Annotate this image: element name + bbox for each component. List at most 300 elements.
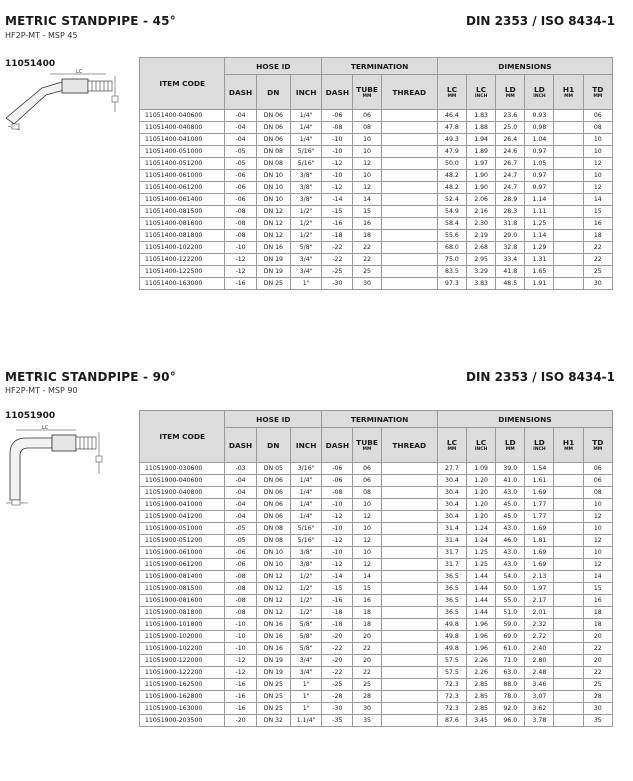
table-cell: DN 10 bbox=[256, 182, 290, 194]
table-cell: -06 bbox=[225, 194, 256, 206]
table-cell: 15 bbox=[583, 206, 612, 218]
table-cell: -08 bbox=[225, 230, 256, 242]
table-cell: DN 25 bbox=[256, 278, 290, 290]
table-cell: 92.0 bbox=[496, 703, 525, 715]
item-code-cell: 11051900-040800 bbox=[140, 487, 225, 499]
table-cell: 41.8 bbox=[496, 266, 525, 278]
item-code-cell: 11051400-122200 bbox=[140, 254, 225, 266]
col-ld-mm: LD MM bbox=[496, 428, 525, 463]
table-cell: DN 06 bbox=[256, 134, 290, 146]
table-cell: -30 bbox=[322, 703, 353, 715]
table-cell: 3/4" bbox=[291, 655, 322, 667]
table-cell: -10 bbox=[322, 170, 353, 182]
item-code-cell: 11051400-102200 bbox=[140, 242, 225, 254]
item-code-cell: 11051900-041200 bbox=[140, 511, 225, 523]
table-cell: 16 bbox=[583, 218, 612, 230]
table-cell: 5/16" bbox=[291, 158, 322, 170]
table-cell: 18 bbox=[353, 230, 381, 242]
table-row bbox=[140, 487, 613, 499]
table-cell: -08 bbox=[225, 571, 256, 583]
table-cell: 1.96 bbox=[467, 619, 496, 631]
table-cell: 1.44 bbox=[467, 583, 496, 595]
table-cell: 2.48 bbox=[525, 667, 554, 679]
table-cell: 30.4 bbox=[437, 475, 466, 487]
table-cell: 54.9 bbox=[437, 206, 466, 218]
table-cell: 08 bbox=[583, 487, 612, 499]
col-inch: INCH bbox=[291, 428, 322, 463]
table-cell: 49.8 bbox=[437, 631, 466, 643]
table-cell: -12 bbox=[225, 655, 256, 667]
table-row bbox=[140, 266, 613, 278]
table-cell bbox=[554, 523, 583, 535]
table-cell: 1.88 bbox=[467, 122, 496, 134]
table-cell: 3.29 bbox=[467, 266, 496, 278]
col-td: TD MM bbox=[583, 428, 612, 463]
table-cell bbox=[554, 122, 583, 134]
table-cell: 10 bbox=[353, 547, 381, 559]
table-cell: 1.65 bbox=[525, 266, 554, 278]
table-cell: 36.5 bbox=[437, 595, 466, 607]
table-cell: -18 bbox=[322, 230, 353, 242]
table-cell: 27.7 bbox=[437, 463, 466, 475]
table-cell: 25 bbox=[583, 266, 612, 278]
table-cell: 1/4" bbox=[291, 134, 322, 146]
table-cell bbox=[554, 146, 583, 158]
part-number: 11051900 bbox=[5, 411, 56, 421]
table-cell: 1/2" bbox=[291, 230, 322, 242]
table-cell: 1.77 bbox=[525, 511, 554, 523]
table-cell: 59.0 bbox=[496, 619, 525, 631]
table-cell: 20 bbox=[583, 631, 612, 643]
table-cell: 2.85 bbox=[467, 703, 496, 715]
item-code-cell: 11051900-102200 bbox=[140, 643, 225, 655]
table-cell: 15 bbox=[583, 583, 612, 595]
table-cell: DN 12 bbox=[256, 571, 290, 583]
table-cell: 50.0 bbox=[496, 583, 525, 595]
table-cell: DN 06 bbox=[256, 475, 290, 487]
col-dash: DASH bbox=[225, 75, 256, 110]
table-cell: 51.0 bbox=[496, 607, 525, 619]
table-row bbox=[140, 547, 613, 559]
table-cell: 1.04 bbox=[525, 134, 554, 146]
table-cell: -10 bbox=[322, 523, 353, 535]
table-cell: 22 bbox=[353, 254, 381, 266]
col-hose-id: HOSE ID bbox=[225, 411, 322, 428]
table-cell bbox=[381, 583, 437, 595]
table-cell: 31.7 bbox=[437, 547, 466, 559]
table-cell: -18 bbox=[322, 607, 353, 619]
table-cell bbox=[381, 475, 437, 487]
table-cell: 3.07 bbox=[525, 691, 554, 703]
table-cell bbox=[554, 475, 583, 487]
table-cell: 3/8" bbox=[291, 182, 322, 194]
col-tube: TUBE MM bbox=[353, 75, 381, 110]
table-cell bbox=[554, 703, 583, 715]
table-cell bbox=[554, 511, 583, 523]
table-cell: DN 12 bbox=[256, 607, 290, 619]
table-cell: 28 bbox=[583, 691, 612, 703]
item-code-cell: 11051900-081500 bbox=[140, 583, 225, 595]
table-cell: 1.69 bbox=[525, 559, 554, 571]
table-cell: -16 bbox=[322, 595, 353, 607]
table-cell: 49.8 bbox=[437, 619, 466, 631]
table-cell: DN 16 bbox=[256, 619, 290, 631]
table-cell: 87.6 bbox=[437, 715, 466, 727]
table-cell bbox=[381, 463, 437, 475]
table-cell: 2.26 bbox=[467, 667, 496, 679]
table-cell: 1.44 bbox=[467, 595, 496, 607]
table-cell: 22 bbox=[583, 254, 612, 266]
table-cell: 26.7 bbox=[496, 158, 525, 170]
table-cell: 12 bbox=[583, 559, 612, 571]
table-cell: 1.24 bbox=[467, 535, 496, 547]
table-cell: 43.0 bbox=[496, 547, 525, 559]
table-row bbox=[140, 715, 613, 727]
table-row bbox=[140, 631, 613, 643]
table-cell: -12 bbox=[225, 266, 256, 278]
table-cell bbox=[381, 643, 437, 655]
table-cell: 2.32 bbox=[525, 619, 554, 631]
table-cell: 69.0 bbox=[496, 631, 525, 643]
table-cell: 1/4" bbox=[291, 487, 322, 499]
col-lc-inch: LC INCH bbox=[467, 75, 496, 110]
table-cell: 71.0 bbox=[496, 655, 525, 667]
table-cell: 1" bbox=[291, 703, 322, 715]
table-row bbox=[140, 571, 613, 583]
table-cell: 30 bbox=[583, 278, 612, 290]
table-cell: -10 bbox=[322, 134, 353, 146]
table-cell: 06 bbox=[353, 475, 381, 487]
table-cell: 1.69 bbox=[525, 523, 554, 535]
part-number: 11051400 bbox=[5, 59, 56, 69]
table-cell: 5/16" bbox=[291, 523, 322, 535]
table-row bbox=[140, 703, 613, 715]
table-row bbox=[140, 110, 613, 122]
table-cell: 1.90 bbox=[467, 170, 496, 182]
table-cell: 45.0 bbox=[496, 499, 525, 511]
table-cell: 1.11 bbox=[525, 206, 554, 218]
table-cell: 12 bbox=[353, 158, 381, 170]
table-cell: 72.3 bbox=[437, 703, 466, 715]
table-cell: 1.69 bbox=[525, 547, 554, 559]
table-cell: 08 bbox=[353, 487, 381, 499]
table-cell: 22 bbox=[353, 643, 381, 655]
table-row bbox=[140, 218, 613, 230]
table-cell: -04 bbox=[225, 475, 256, 487]
table-cell: 1.54 bbox=[525, 463, 554, 475]
standard-label: DIN 2353 / ISO 8434-1 bbox=[466, 370, 615, 384]
table-cell: -30 bbox=[322, 278, 353, 290]
table-row bbox=[140, 122, 613, 134]
table-cell: -12 bbox=[322, 535, 353, 547]
table-cell: DN 25 bbox=[256, 691, 290, 703]
table-cell: 06 bbox=[353, 110, 381, 122]
table-cell: 1.96 bbox=[467, 643, 496, 655]
table-cell bbox=[554, 715, 583, 727]
table-cell: DN 25 bbox=[256, 679, 290, 691]
table-cell: -04 bbox=[225, 487, 256, 499]
spec-table-90 bbox=[139, 410, 613, 727]
item-code-cell: 11051900-040600 bbox=[140, 475, 225, 487]
table-cell: 32.8 bbox=[496, 242, 525, 254]
section-subtitle: HF2P-MT - MSP 90 bbox=[5, 386, 78, 395]
table-cell bbox=[381, 230, 437, 242]
table-cell bbox=[381, 667, 437, 679]
table-cell: 3/8" bbox=[291, 170, 322, 182]
table-cell: 30 bbox=[583, 703, 612, 715]
table-cell: 14 bbox=[353, 571, 381, 583]
item-code-cell: 11051400-040600 bbox=[140, 110, 225, 122]
table-cell: 43.0 bbox=[496, 559, 525, 571]
table-cell: DN 19 bbox=[256, 266, 290, 278]
table-cell: -10 bbox=[322, 547, 353, 559]
table-cell bbox=[554, 254, 583, 266]
table-cell: 25 bbox=[353, 266, 381, 278]
table-cell bbox=[554, 535, 583, 547]
table-cell: 2.40 bbox=[525, 643, 554, 655]
table-cell: 55.0 bbox=[496, 595, 525, 607]
table-cell: -20 bbox=[322, 655, 353, 667]
item-code-cell: 11051400-081800 bbox=[140, 230, 225, 242]
table-cell: -25 bbox=[322, 266, 353, 278]
table-cell: 1.24 bbox=[467, 523, 496, 535]
table-cell: 1.94 bbox=[467, 134, 496, 146]
col-dn: DN bbox=[256, 428, 290, 463]
table-cell: 24.7 bbox=[496, 170, 525, 182]
table-cell: -06 bbox=[225, 182, 256, 194]
item-code-cell: 11051900-051000 bbox=[140, 523, 225, 535]
item-code-cell: 11051400-081600 bbox=[140, 218, 225, 230]
table-cell: 2.72 bbox=[525, 631, 554, 643]
table-cell: -06 bbox=[225, 559, 256, 571]
table-cell bbox=[381, 134, 437, 146]
col-termination: TERMINATION bbox=[322, 58, 438, 75]
table-cell: 1.97 bbox=[467, 158, 496, 170]
table-cell: 57.5 bbox=[437, 655, 466, 667]
item-code-cell: 11051400-061400 bbox=[140, 194, 225, 206]
table-cell bbox=[554, 619, 583, 631]
table-cell: 45.0 bbox=[496, 511, 525, 523]
table-cell: -12 bbox=[322, 559, 353, 571]
table-cell: DN 12 bbox=[256, 583, 290, 595]
table-row bbox=[140, 619, 613, 631]
table-cell: 0.97 bbox=[525, 146, 554, 158]
table-cell: DN 19 bbox=[256, 254, 290, 266]
item-code-cell: 11051400-122500 bbox=[140, 266, 225, 278]
table-cell: 12 bbox=[353, 182, 381, 194]
table-row bbox=[140, 595, 613, 607]
table-cell: 3/16" bbox=[291, 463, 322, 475]
table-cell: DN 06 bbox=[256, 499, 290, 511]
table-cell: 58.4 bbox=[437, 218, 466, 230]
table-cell: 30 bbox=[353, 703, 381, 715]
table-cell bbox=[381, 619, 437, 631]
table-cell bbox=[381, 595, 437, 607]
table-cell: 1/2" bbox=[291, 583, 322, 595]
table-cell: 1" bbox=[291, 679, 322, 691]
table-cell: 72.3 bbox=[437, 679, 466, 691]
table-cell: 28.3 bbox=[496, 206, 525, 218]
table-cell: -03 bbox=[225, 463, 256, 475]
table-cell: 3/4" bbox=[291, 266, 322, 278]
item-code-cell: 11051900-061200 bbox=[140, 559, 225, 571]
table-cell: 1.89 bbox=[467, 146, 496, 158]
col-hose-id: HOSE ID bbox=[225, 58, 322, 75]
table-cell: 22 bbox=[583, 643, 612, 655]
table-row bbox=[140, 194, 613, 206]
table-cell: -22 bbox=[322, 242, 353, 254]
col-h1: H1 MM bbox=[554, 75, 583, 110]
table-cell: 5/16" bbox=[291, 535, 322, 547]
table-cell: 1.91 bbox=[525, 278, 554, 290]
table-cell: 2.19 bbox=[467, 230, 496, 242]
table-cell: -10 bbox=[322, 499, 353, 511]
table-cell: 1/2" bbox=[291, 607, 322, 619]
table-cell bbox=[381, 182, 437, 194]
col-term-dash: DASH bbox=[322, 428, 353, 463]
table-cell: 1.77 bbox=[525, 499, 554, 511]
table-cell: 25.0 bbox=[496, 122, 525, 134]
table-cell: 06 bbox=[353, 463, 381, 475]
table-cell: DN 05 bbox=[256, 463, 290, 475]
table-cell: 5/8" bbox=[291, 631, 322, 643]
col-lc-inch: LC INCH bbox=[467, 428, 496, 463]
table-cell: -05 bbox=[225, 146, 256, 158]
table-cell: 1.14 bbox=[525, 194, 554, 206]
table-cell: 16 bbox=[583, 595, 612, 607]
table-cell bbox=[381, 194, 437, 206]
table-cell: 2.17 bbox=[525, 595, 554, 607]
table-cell: DN 08 bbox=[256, 158, 290, 170]
table-cell: DN 10 bbox=[256, 559, 290, 571]
table-cell: 49.8 bbox=[437, 643, 466, 655]
table-cell: 3/8" bbox=[291, 559, 322, 571]
table-cell: 1.29 bbox=[525, 242, 554, 254]
table-cell: 1.25 bbox=[467, 559, 496, 571]
item-code-cell: 11051900-203500 bbox=[140, 715, 225, 727]
table-cell: -12 bbox=[322, 158, 353, 170]
table-cell: 2.06 bbox=[467, 194, 496, 206]
table-cell: DN 10 bbox=[256, 170, 290, 182]
table-cell: 15 bbox=[353, 583, 381, 595]
table-cell bbox=[381, 547, 437, 559]
table-row bbox=[140, 607, 613, 619]
table-cell: 0.98 bbox=[525, 122, 554, 134]
table-cell bbox=[381, 278, 437, 290]
table-cell: 78.0 bbox=[496, 691, 525, 703]
table-cell bbox=[554, 679, 583, 691]
table-cell bbox=[554, 182, 583, 194]
table-cell bbox=[381, 703, 437, 715]
item-code-cell: 11051400-081500 bbox=[140, 206, 225, 218]
table-cell: 54.0 bbox=[496, 571, 525, 583]
table-cell: 3/8" bbox=[291, 194, 322, 206]
table-cell: 14 bbox=[583, 194, 612, 206]
table-cell: -28 bbox=[322, 691, 353, 703]
table-cell: 20 bbox=[353, 655, 381, 667]
table-cell bbox=[554, 278, 583, 290]
table-cell: DN 08 bbox=[256, 523, 290, 535]
col-tube: TUBE MM bbox=[353, 428, 381, 463]
table-cell: 3.62 bbox=[525, 703, 554, 715]
table-cell: DN 12 bbox=[256, 206, 290, 218]
table-cell: 3.45 bbox=[467, 715, 496, 727]
table-cell: 0.97 bbox=[525, 182, 554, 194]
table-row bbox=[140, 559, 613, 571]
table-cell bbox=[554, 134, 583, 146]
section-subtitle: HF2P-MT - MSP 45 bbox=[5, 31, 78, 40]
table-cell: 36.5 bbox=[437, 571, 466, 583]
table-row bbox=[140, 691, 613, 703]
table-cell: 1/4" bbox=[291, 511, 322, 523]
table-cell: 22 bbox=[353, 667, 381, 679]
item-code-cell: 11051900-081400 bbox=[140, 571, 225, 583]
table-cell bbox=[554, 194, 583, 206]
table-cell: 3.46 bbox=[525, 679, 554, 691]
table-cell: 0.97 bbox=[525, 170, 554, 182]
table-cell: 12 bbox=[583, 158, 612, 170]
table-cell: 1.69 bbox=[525, 487, 554, 499]
table-cell: 06 bbox=[583, 475, 612, 487]
table-row bbox=[140, 158, 613, 170]
table-cell: 31.4 bbox=[437, 535, 466, 547]
table-cell: DN 08 bbox=[256, 146, 290, 158]
col-lc-mm: LC MM bbox=[437, 75, 466, 110]
table-cell bbox=[554, 547, 583, 559]
table-cell: 29.0 bbox=[496, 230, 525, 242]
table-cell: 23.6 bbox=[496, 110, 525, 122]
table-cell: 1.09 bbox=[467, 463, 496, 475]
table-row bbox=[140, 679, 613, 691]
table-cell: 2.85 bbox=[467, 691, 496, 703]
table-cell: 14 bbox=[353, 194, 381, 206]
table-cell bbox=[554, 218, 583, 230]
table-cell: 18 bbox=[353, 619, 381, 631]
item-code-cell: 11051900-102000 bbox=[140, 631, 225, 643]
table-cell: DN 25 bbox=[256, 703, 290, 715]
table-row bbox=[140, 254, 613, 266]
table-cell: 57.5 bbox=[437, 667, 466, 679]
table-cell: 06 bbox=[583, 110, 612, 122]
table-cell: 20 bbox=[583, 655, 612, 667]
table-cell bbox=[381, 523, 437, 535]
table-cell bbox=[381, 679, 437, 691]
table-cell bbox=[554, 571, 583, 583]
table-cell: 1.1/4" bbox=[291, 715, 322, 727]
table-cell: 48.5 bbox=[496, 278, 525, 290]
table-cell: -22 bbox=[322, 643, 353, 655]
table-cell: DN 06 bbox=[256, 511, 290, 523]
table-cell: -12 bbox=[322, 511, 353, 523]
table-cell: 50.0 bbox=[437, 158, 466, 170]
table-cell: 30 bbox=[353, 278, 381, 290]
table-cell bbox=[554, 487, 583, 499]
item-code-cell: 11051900-030600 bbox=[140, 463, 225, 475]
table-row bbox=[140, 230, 613, 242]
spec-rows bbox=[140, 463, 613, 727]
table-cell: 47.8 bbox=[437, 122, 466, 134]
table-cell: 18 bbox=[583, 230, 612, 242]
table-cell bbox=[554, 110, 583, 122]
col-dn: DN bbox=[256, 75, 290, 110]
table-cell: 41.0 bbox=[496, 475, 525, 487]
col-term-dash: DASH bbox=[322, 75, 353, 110]
svg-text:LC: LC bbox=[76, 69, 83, 75]
table-cell: -22 bbox=[322, 667, 353, 679]
table-cell: 33.4 bbox=[496, 254, 525, 266]
col-dimensions: DIMENSIONS bbox=[437, 411, 612, 428]
table-cell: DN 19 bbox=[256, 667, 290, 679]
